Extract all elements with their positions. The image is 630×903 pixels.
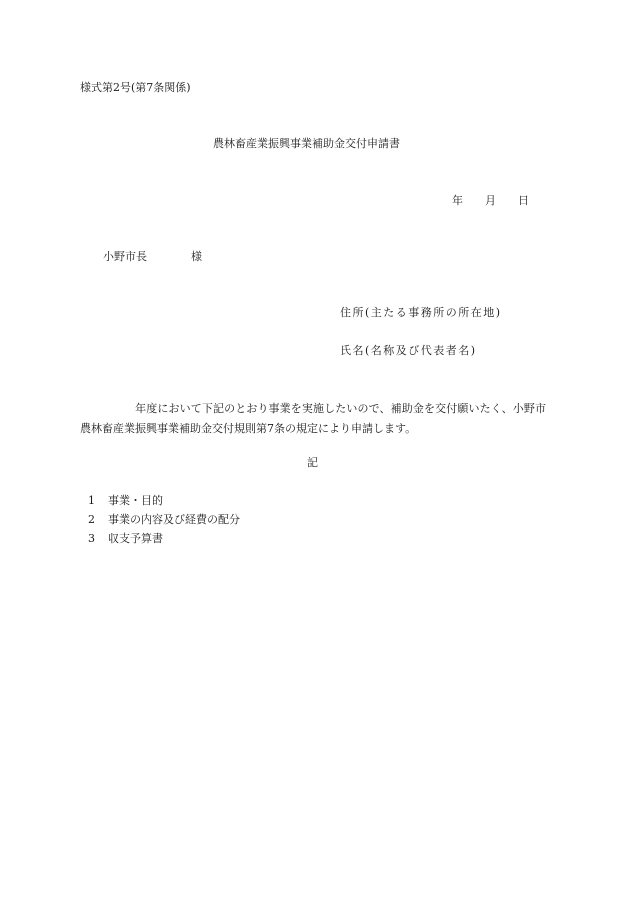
list-item-number: 3 — [88, 532, 95, 545]
list-item-label: 事業の内容及び経費の配分 — [108, 513, 240, 526]
date-month: 月 — [485, 194, 496, 207]
attachment-list — [88, 491, 240, 548]
addressee-name: 小野市長 — [103, 250, 147, 263]
date-line — [452, 194, 529, 208]
list-item — [88, 491, 240, 510]
document-title: 農林畜産業振興事業補助金交付申請書 — [213, 137, 400, 150]
list-item-number: 2 — [88, 513, 95, 526]
ki-heading: 記 — [307, 456, 318, 469]
list-item — [88, 529, 240, 548]
body-text: 年度において下記のとおり事業を実施したいので、補助金を交付願いたく、小野市農林畜産業振興事業補助金交付規則第7条の規定により申請します。 — [80, 402, 546, 435]
list-item-label: 収支予算書 — [108, 532, 163, 545]
body-paragraph — [80, 399, 546, 439]
date-day: 日 — [518, 194, 529, 207]
date-year: 年 — [452, 194, 463, 207]
list-item — [88, 510, 240, 529]
form-number: 様式第2号(第7条関係) — [80, 81, 191, 94]
applicant-name-label: 氏名(名称及び代表者名) — [340, 344, 477, 357]
applicant-address-label: 住所(主たる事務所の所在地) — [340, 306, 502, 319]
list-item-label: 事業・目的 — [108, 494, 163, 507]
list-item-number: 1 — [88, 494, 95, 507]
addressee — [103, 250, 202, 264]
addressee-honorific: 様 — [191, 250, 202, 263]
